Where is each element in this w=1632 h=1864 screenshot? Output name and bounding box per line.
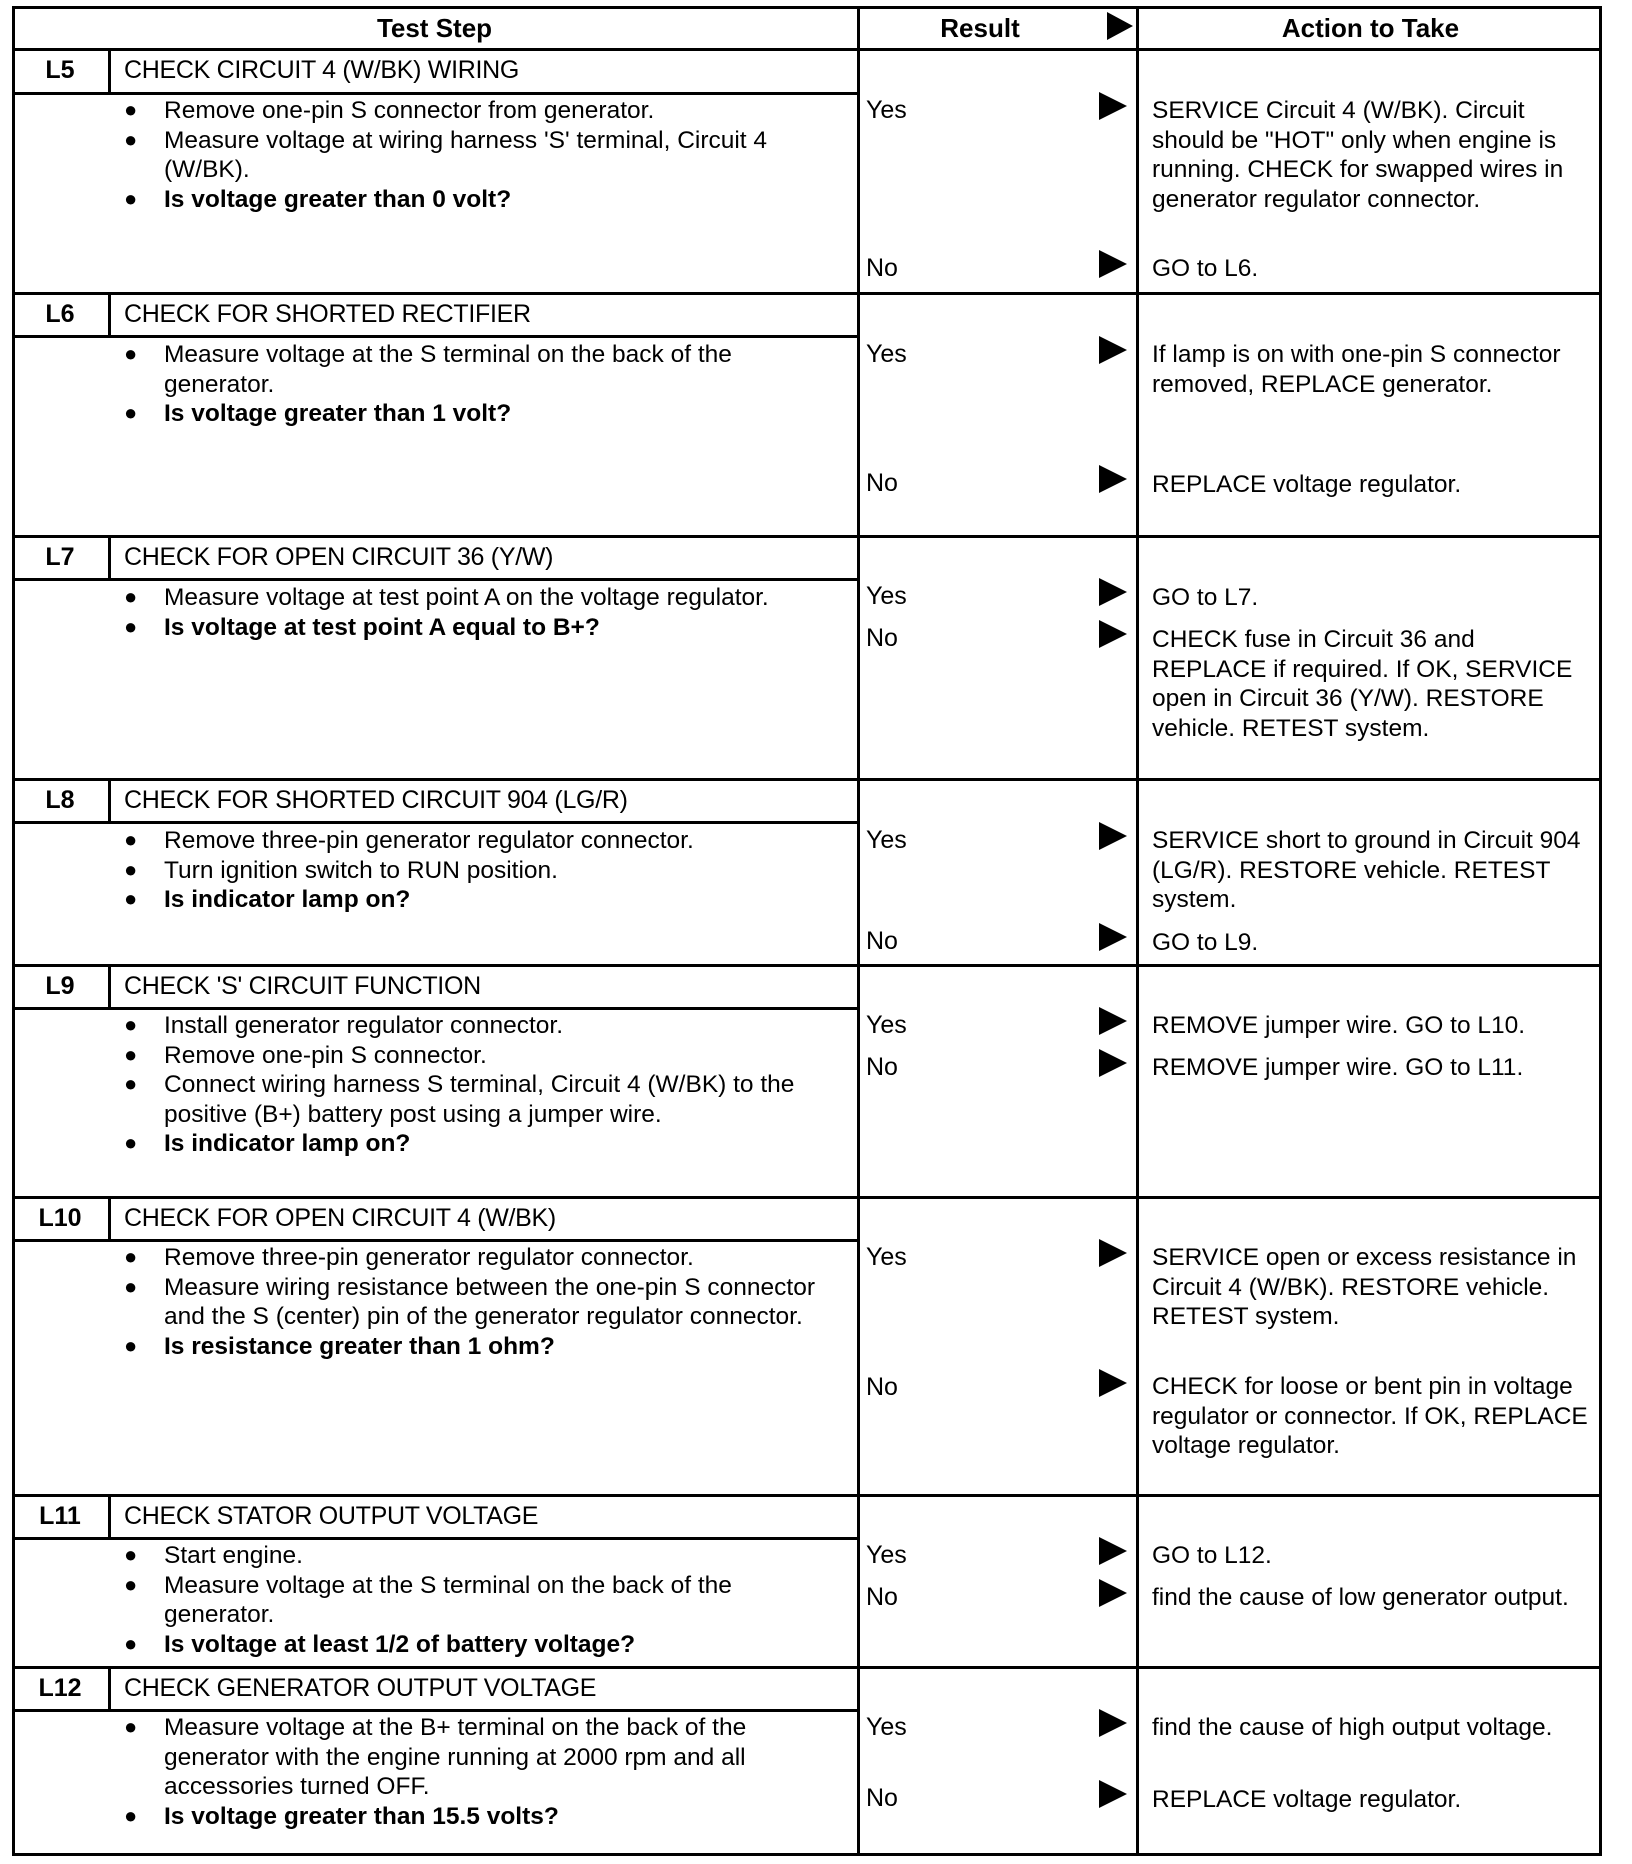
code-divider <box>108 964 111 1007</box>
step-bullets <box>110 826 830 915</box>
action-text: SERVICE short to ground in Circuit 904 (LG/R). RESTORE vehicle. RETEST system. <box>1152 827 1581 913</box>
title-divider <box>12 1537 857 1540</box>
step-question: ● Is resistance greater than 1 ohm? <box>110 1332 830 1362</box>
step-instruction: ● Remove three-pin generator regulator connector. <box>110 826 830 856</box>
step-bullets <box>110 1541 830 1659</box>
header-divider <box>12 48 1602 51</box>
step-bullets <box>110 96 830 214</box>
title-divider <box>12 1007 857 1010</box>
step-bullets <box>110 583 830 642</box>
step-code: L8 <box>45 786 75 814</box>
step-question: ● Is voltage greater than 15.5 volts? <box>110 1802 830 1832</box>
result-no: No <box>866 1373 898 1401</box>
step-instruction: ● Start engine. <box>110 1541 830 1571</box>
step-instruction: ● Remove three-pin generator regulator connector. <box>110 1243 830 1273</box>
arrow-right-icon <box>1099 1369 1127 1397</box>
action-text: GO to L7. <box>1152 584 1259 611</box>
title-divider <box>12 821 857 824</box>
result-yes: Yes <box>866 582 907 610</box>
header-result: Result <box>940 12 1020 43</box>
step-bullets <box>110 1713 830 1831</box>
step-instruction: ● Measure voltage at the B+ terminal on the back of the generator with the engine running at 2000 rpm and all accessories turned OFF. <box>110 1713 830 1802</box>
step-bullets <box>110 340 830 429</box>
row-divider <box>12 535 1602 538</box>
result-no: No <box>866 1784 898 1812</box>
step-instruction: ● Connect wiring harness S terminal, Circuit 4 (W/BK) to the positive (B+) battery post using a jumper wire. <box>110 1070 830 1129</box>
row-divider <box>12 1666 1602 1669</box>
arrow-right-icon <box>1099 822 1127 850</box>
result-no: No <box>866 1053 898 1081</box>
row-divider <box>12 292 1602 295</box>
step-title: CHECK CIRCUIT 4 (W/BK) WIRING <box>124 56 520 84</box>
arrow-right-icon <box>1099 578 1127 606</box>
step-instruction: ● Remove one-pin S connector from generator. <box>110 96 830 126</box>
title-divider <box>12 578 857 581</box>
step-instruction: ● Measure voltage at the S terminal on the back of the generator. <box>110 1571 830 1630</box>
header-test-step: Test Step <box>376 12 493 43</box>
code-divider <box>108 535 111 578</box>
action-text: CHECK for loose or bent pin in voltage regulator or connector. If OK, REPLACE voltage regulator. <box>1152 1373 1588 1459</box>
code-divider <box>108 48 111 92</box>
step-instruction: ● Install generator regulator connector. <box>110 1011 830 1041</box>
arrow-right-icon <box>1099 1049 1127 1077</box>
action-text: REPLACE voltage regulator. <box>1152 471 1462 498</box>
step-question: ● Is indicator lamp on? <box>110 885 830 915</box>
step-title: CHECK STATOR OUTPUT VOLTAGE <box>124 1502 539 1530</box>
title-divider <box>12 335 857 338</box>
row-divider <box>12 964 1602 967</box>
action-text: find the cause of high output voltage. <box>1152 1714 1553 1741</box>
action-text: GO to L6. <box>1152 255 1259 282</box>
result-no: No <box>866 254 898 282</box>
step-code: L10 <box>38 1204 82 1232</box>
arrow-right-icon <box>1099 1007 1127 1035</box>
header-arrow-icon <box>1107 12 1133 40</box>
row-divider <box>12 1196 1602 1199</box>
code-divider <box>108 778 111 821</box>
result-yes: Yes <box>866 1713 907 1741</box>
arrow-right-icon <box>1099 1537 1127 1565</box>
result-no: No <box>866 624 898 652</box>
step-instruction: ● Measure voltage at wiring harness 'S' terminal, Circuit 4 (W/BK). <box>110 126 830 185</box>
arrow-right-icon <box>1099 1780 1127 1808</box>
action-text: SERVICE Circuit 4 (W/BK). Circuit should be "HOT" only when engine is running. CHECK for swapped wires in generator regulator connector. <box>1152 97 1564 213</box>
step-question: ● Is voltage greater than 1 volt? <box>110 399 830 429</box>
step-code: L6 <box>45 300 75 328</box>
step-question: ● Is voltage at test point A equal to B+? <box>110 613 830 643</box>
step-title: CHECK 'S' CIRCUIT FUNCTION <box>124 972 481 1000</box>
result-yes: Yes <box>866 1541 907 1569</box>
title-divider <box>12 1709 857 1712</box>
step-bullets <box>110 1011 830 1159</box>
step-instruction: ● Remove one-pin S connector. <box>110 1041 830 1071</box>
step-question: ● Is indicator lamp on? <box>110 1129 830 1159</box>
step-code: L9 <box>45 972 75 1000</box>
step-title: CHECK FOR OPEN CIRCUIT 36 (Y/W) <box>124 543 554 571</box>
row-divider <box>12 1494 1602 1497</box>
step-code: L7 <box>45 543 75 571</box>
title-divider <box>12 1239 857 1242</box>
result-yes: Yes <box>866 96 907 124</box>
column-divider-action <box>1136 6 1139 1856</box>
column-divider-result <box>857 6 860 1856</box>
result-no: No <box>866 469 898 497</box>
step-question: ● Is voltage at least 1/2 of battery voltage? <box>110 1630 830 1660</box>
action-text: REMOVE jumper wire. GO to L10. <box>1152 1012 1526 1039</box>
code-divider <box>108 1494 111 1537</box>
step-instruction: ● Measure voltage at test point A on the voltage regulator. <box>110 583 830 613</box>
step-title: CHECK FOR SHORTED CIRCUIT 904 (LG/R) <box>124 786 628 814</box>
arrow-right-icon <box>1099 1239 1127 1267</box>
action-text: REPLACE voltage regulator. <box>1152 1786 1462 1813</box>
result-yes: Yes <box>866 1011 907 1039</box>
result-yes: Yes <box>866 826 907 854</box>
step-title: CHECK FOR SHORTED RECTIFIER <box>124 300 531 328</box>
step-code: L5 <box>45 56 75 84</box>
action-text: find the cause of low generator output. <box>1152 1584 1569 1611</box>
action-text: GO to L9. <box>1152 929 1259 956</box>
step-instruction: ● Turn ignition switch to RUN position. <box>110 856 830 886</box>
action-text: If lamp is on with one-pin S connector removed, REPLACE generator. <box>1152 341 1561 398</box>
result-yes: Yes <box>866 1243 907 1271</box>
action-text: REMOVE jumper wire. GO to L11. <box>1152 1054 1524 1081</box>
arrow-right-icon <box>1099 336 1127 364</box>
result-no: No <box>866 927 898 955</box>
step-title: CHECK FOR OPEN CIRCUIT 4 (W/BK) <box>124 1204 556 1232</box>
action-text: SERVICE open or excess resistance in Circuit 4 (W/BK). RESTORE vehicle. RETEST system. <box>1152 1244 1577 1330</box>
arrow-right-icon <box>1099 1579 1127 1607</box>
step-code: L12 <box>38 1674 82 1702</box>
arrow-right-icon <box>1099 465 1127 493</box>
code-divider <box>108 292 111 335</box>
step-instruction: ● Measure voltage at the S terminal on the back of the generator. <box>110 340 830 399</box>
step-bullets <box>110 1243 830 1361</box>
step-title: CHECK GENERATOR OUTPUT VOLTAGE <box>124 1674 597 1702</box>
action-text: CHECK fuse in Circuit 36 and REPLACE if required. If OK, SERVICE open in Circuit 36 (Y/W). RESTORE vehicle. RETEST system. <box>1152 626 1573 742</box>
arrow-right-icon <box>1099 250 1127 278</box>
title-divider <box>12 92 857 95</box>
step-code: L11 <box>39 1502 81 1530</box>
step-question: ● Is voltage greater than 0 volt? <box>110 185 830 215</box>
code-divider <box>108 1666 111 1709</box>
result-yes: Yes <box>866 340 907 368</box>
arrow-right-icon <box>1099 1709 1127 1737</box>
code-divider <box>108 1196 111 1239</box>
arrow-right-icon <box>1099 620 1127 648</box>
row-divider <box>12 778 1602 781</box>
step-instruction: ● Measure wiring resistance between the one-pin S connector and the S (center) pin of the generator regulator connector. <box>110 1273 830 1332</box>
header-action: Action to Take <box>1281 12 1460 43</box>
result-no: No <box>866 1583 898 1611</box>
action-text: GO to L12. <box>1152 1542 1272 1569</box>
arrow-right-icon <box>1099 92 1127 120</box>
arrow-right-icon <box>1099 923 1127 951</box>
